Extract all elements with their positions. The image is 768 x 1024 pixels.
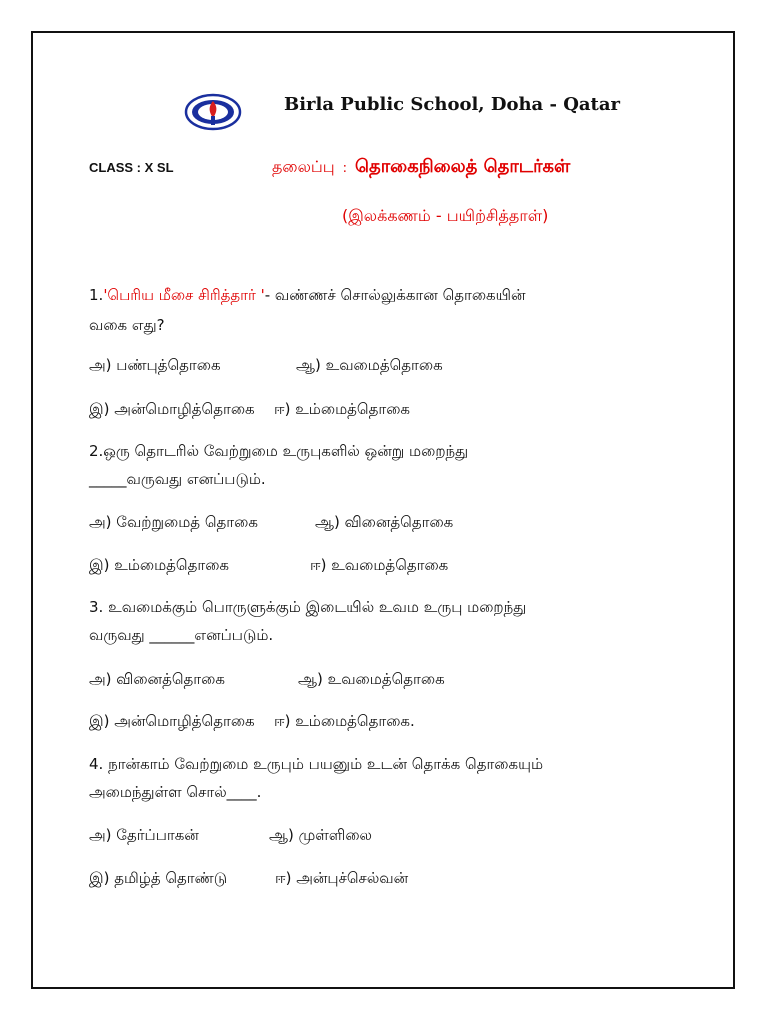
question-2-option-a: அ) வேற்றுமைத் தொகை bbox=[89, 513, 258, 531]
question-1-option-d: ஈ) உம்மைத்தொகை bbox=[274, 400, 410, 418]
question-2-options-row-2 bbox=[89, 554, 449, 576]
school-name: Birla Public School, Doha - Qatar bbox=[284, 94, 621, 115]
question-2-line-1: 2.ஒரு தொடரில் வேற்றுமை உருபுகளில் ஒன்று மறைந்து bbox=[89, 442, 469, 460]
question-1-text: - வண்ணச் சொல்லுக்கான தொகையின் bbox=[264, 286, 526, 304]
question-4-option-c: இ) தமிழ்த் தொண்டு bbox=[89, 869, 228, 887]
question-3-options-row-2 bbox=[89, 710, 415, 732]
question-2-line-2: _____வருவது எனப்படும். bbox=[89, 470, 266, 488]
worksheet-title bbox=[272, 156, 570, 179]
question-3-line-2: வருவது ______எனப்படும். bbox=[89, 626, 274, 644]
question-3-options-row-1 bbox=[89, 668, 445, 690]
question-4-line-2: அமைந்துள்ள சொல்____. bbox=[89, 783, 262, 801]
question-1-line-2: வகை எது? bbox=[89, 316, 165, 334]
question-3-option-b: ஆ) உவமைத்தொகை bbox=[298, 670, 445, 688]
question-2-option-d: ஈ) உவமைத்தொகை bbox=[310, 556, 449, 574]
question-1-option-b: ஆ) உவமைத்தொகை bbox=[296, 356, 443, 374]
title-label: தலைப்பு bbox=[272, 157, 335, 176]
question-4-option-b: ஆ) முள்ளிலை bbox=[269, 826, 373, 844]
question-4-option-d: ஈ) அன்புச்செல்வன் bbox=[275, 869, 409, 887]
question-3-option-a: அ) வினைத்தொகை bbox=[89, 670, 225, 688]
question-1-number: 1. bbox=[89, 286, 104, 304]
question-2-option-c: இ) உம்மைத்தொகை bbox=[89, 556, 229, 574]
title-main: தொகைநிலைத் தொடர்கள் bbox=[355, 156, 571, 177]
school-emblem-icon bbox=[184, 92, 242, 132]
question-4-options-row-2 bbox=[89, 867, 409, 889]
question-1-option-c: இ) அன்மொழித்தொகை bbox=[89, 400, 255, 418]
question-3-option-c: இ) அன்மொழித்தொகை bbox=[89, 712, 255, 730]
question-4-options-row-1 bbox=[89, 824, 373, 846]
question-2-options-row-1 bbox=[89, 511, 454, 533]
question-1-option-a: அ) பண்புத்தொகை bbox=[89, 356, 221, 374]
question-1-line-1 bbox=[89, 284, 526, 306]
class-label: CLASS : X SL bbox=[89, 160, 174, 175]
question-1-options-row-2 bbox=[89, 398, 410, 420]
question-3-line-1: 3. உவமைக்கும் பொருளுக்கும் இடையில் உவம உருபு மறைந்து bbox=[89, 598, 527, 616]
question-4-line-1: 4. நான்காம் வேற்றுமை உருபும் பயனும் உடன் தொக்க தொகையும் bbox=[89, 755, 544, 773]
question-4-option-a: அ) தேர்ப்பாகன் bbox=[89, 826, 199, 844]
worksheet-subtitle: (இலக்கணம் - பயிற்சித்தாள்) bbox=[342, 206, 549, 225]
title-separator: : bbox=[342, 161, 348, 176]
question-1-options-row-1 bbox=[89, 354, 443, 376]
question-1-quote: 'பெரிய மீசை சிரித்தார் ' bbox=[103, 286, 265, 304]
question-2-option-b: ஆ) வினைத்தொகை bbox=[315, 513, 454, 531]
question-3-option-d: ஈ) உம்மைத்தொகை. bbox=[274, 712, 415, 730]
